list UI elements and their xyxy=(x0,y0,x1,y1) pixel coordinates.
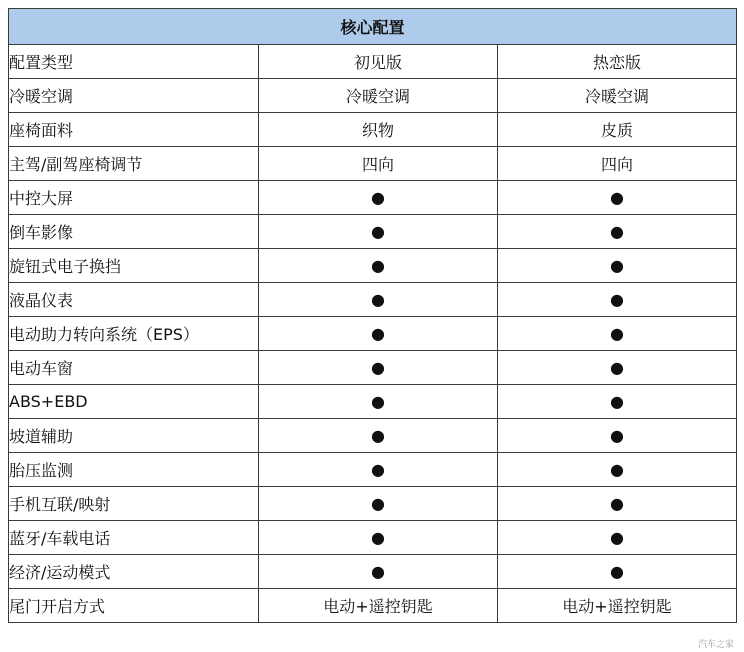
table-row xyxy=(9,453,737,487)
table-row xyxy=(9,419,737,453)
cell-chujian: 初见版 xyxy=(259,45,498,79)
row-label: 手机互联/映射 xyxy=(9,487,259,521)
cell-relian: ● xyxy=(498,419,737,453)
row-label: ABS+EBD xyxy=(9,385,259,419)
table-row xyxy=(9,249,737,283)
cell-chujian: ● xyxy=(259,283,498,317)
row-label: 电动车窗 xyxy=(9,351,259,385)
cell-chujian: 冷暖空调 xyxy=(259,79,498,113)
table-row xyxy=(9,385,737,419)
cell-chujian: ● xyxy=(259,385,498,419)
cell-chujian: ● xyxy=(259,521,498,555)
cell-chujian: ● xyxy=(259,215,498,249)
row-label: 蓝牙/车载电话 xyxy=(9,521,259,555)
table-row xyxy=(9,79,737,113)
cell-relian: ● xyxy=(498,487,737,521)
row-label: 旋钮式电子换挡 xyxy=(9,249,259,283)
table-row xyxy=(9,147,737,181)
watermark: 汽车之家 xyxy=(697,640,734,650)
cell-relian: 四向 xyxy=(498,147,737,181)
row-label: 液晶仪表 xyxy=(9,283,259,317)
table-row xyxy=(9,317,737,351)
cell-relian: ● xyxy=(498,351,737,385)
cell-chujian: ● xyxy=(259,351,498,385)
cell-relian: 电动+遥控钥匙 xyxy=(498,589,737,623)
row-label: 电动助力转向系统（EPS） xyxy=(9,317,259,351)
cell-chujian: ● xyxy=(259,181,498,215)
cell-relian: ● xyxy=(498,249,737,283)
row-label: 经济/运动模式 xyxy=(9,555,259,589)
cell-relian: ● xyxy=(498,555,737,589)
cell-chujian: 四向 xyxy=(259,147,498,181)
row-label: 冷暖空调 xyxy=(9,79,259,113)
table-row xyxy=(9,555,737,589)
cell-chujian: ● xyxy=(259,453,498,487)
cell-relian: ● xyxy=(498,521,737,555)
cell-chujian: ● xyxy=(259,249,498,283)
row-label: 座椅面料 xyxy=(9,113,259,147)
cell-relian: 冷暖空调 xyxy=(498,79,737,113)
table-row xyxy=(9,487,737,521)
row-label: 主驾/副驾座椅调节 xyxy=(9,147,259,181)
spec-table-container xyxy=(8,8,736,623)
row-label: 尾门开启方式 xyxy=(9,589,259,623)
row-label: 倒车影像 xyxy=(9,215,259,249)
row-label: 配置类型 xyxy=(9,45,259,79)
table-body xyxy=(9,45,737,623)
cell-chujian: ● xyxy=(259,419,498,453)
table-row xyxy=(9,181,737,215)
cell-relian: ● xyxy=(498,283,737,317)
cell-relian: 皮质 xyxy=(498,113,737,147)
table-row xyxy=(9,351,737,385)
table-row xyxy=(9,589,737,623)
row-label: 中控大屏 xyxy=(9,181,259,215)
cell-relian: 热恋版 xyxy=(498,45,737,79)
cell-chujian: 电动+遥控钥匙 xyxy=(259,589,498,623)
table-row xyxy=(9,283,737,317)
table-row xyxy=(9,521,737,555)
cell-chujian: ● xyxy=(259,555,498,589)
table-row xyxy=(9,215,737,249)
cell-relian: ● xyxy=(498,181,737,215)
cell-chujian: ● xyxy=(259,487,498,521)
cell-relian: ● xyxy=(498,317,737,351)
core-config-table xyxy=(8,8,737,623)
cell-chujian: ● xyxy=(259,317,498,351)
table-row xyxy=(9,45,737,79)
row-label: 胎压监测 xyxy=(9,453,259,487)
table-row xyxy=(9,113,737,147)
row-label: 坡道辅助 xyxy=(9,419,259,453)
cell-relian: ● xyxy=(498,453,737,487)
table-title: 核心配置 xyxy=(9,9,737,45)
cell-relian: ● xyxy=(498,215,737,249)
cell-chujian: 织物 xyxy=(259,113,498,147)
table-header-row xyxy=(9,9,737,45)
cell-relian: ● xyxy=(498,385,737,419)
